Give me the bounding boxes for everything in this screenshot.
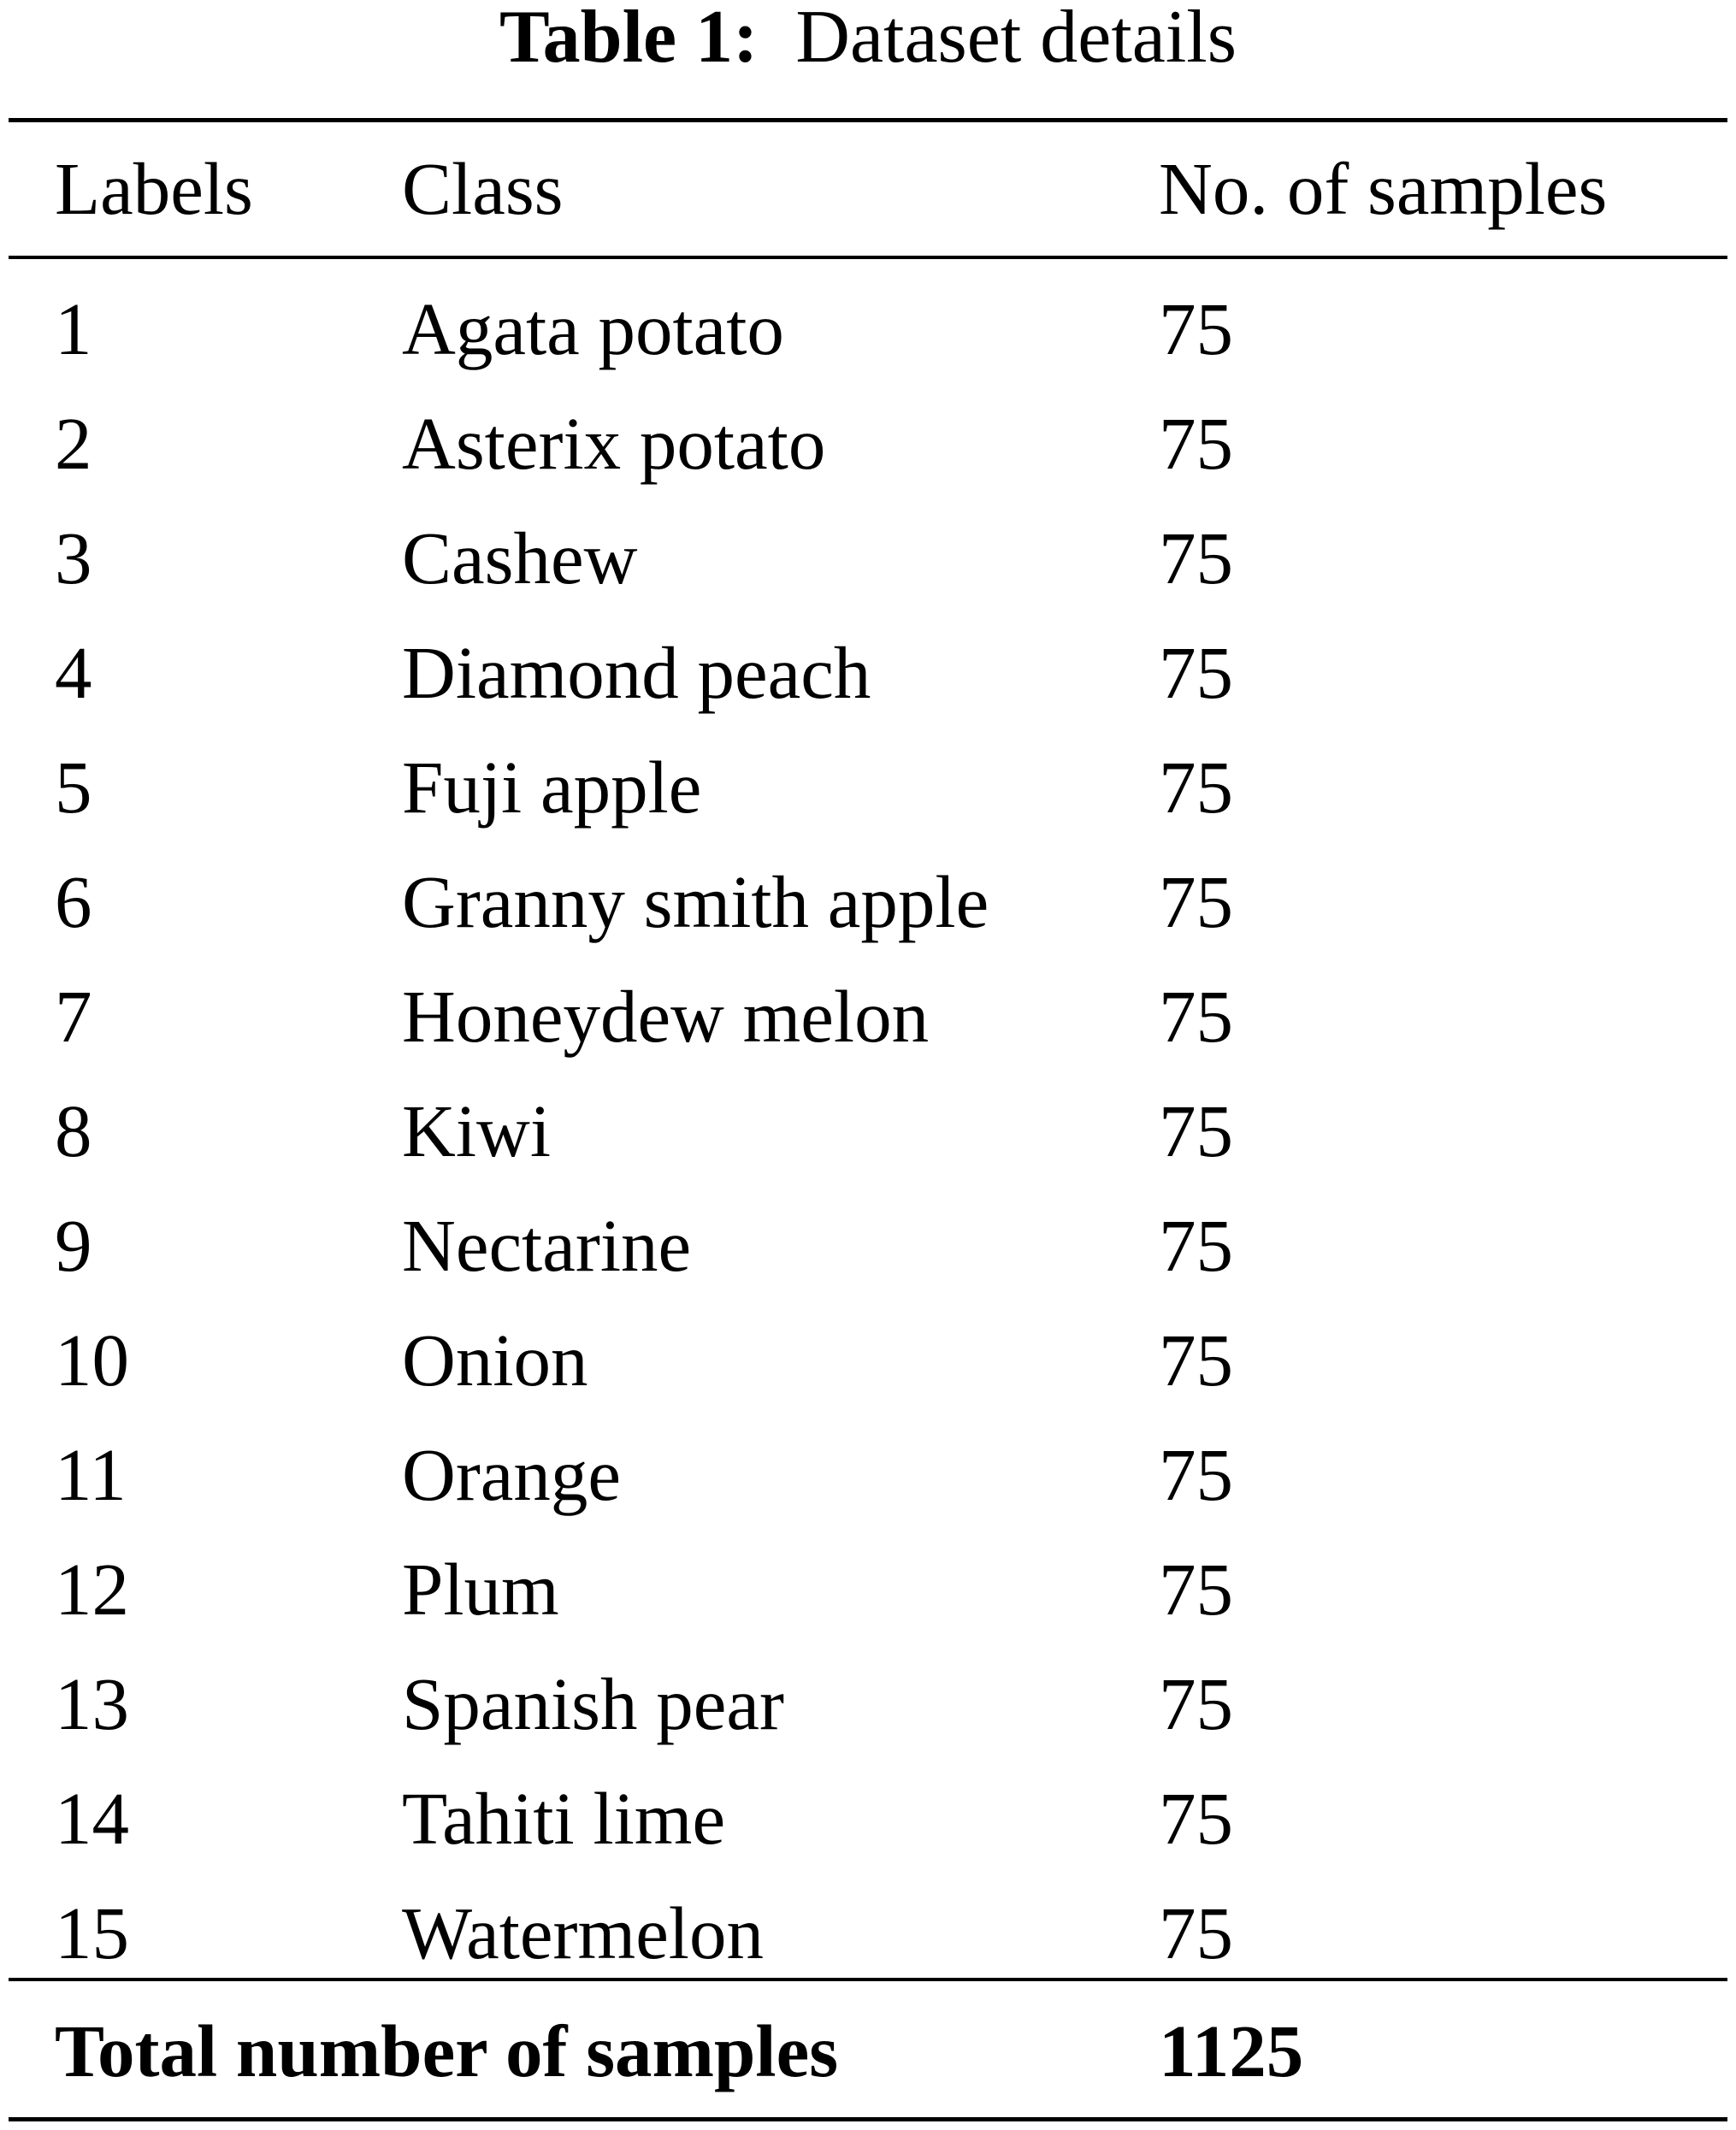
row-label: 9 — [55, 1204, 92, 1287]
row-label: 13 — [55, 1662, 129, 1745]
row-class: Honeydew melon — [402, 975, 930, 1058]
caption-title: Dataset details — [795, 0, 1237, 79]
row-samples: 75 — [1159, 1662, 1233, 1745]
row-samples: 75 — [1159, 1089, 1233, 1172]
row-class: Tahiti lime — [402, 1777, 726, 1860]
row-label: 5 — [55, 746, 92, 829]
row-label: 10 — [55, 1319, 129, 1401]
row-label: 12 — [55, 1548, 129, 1631]
row-samples: 75 — [1159, 287, 1233, 370]
row-class: Nectarine — [402, 1204, 692, 1287]
row-samples: 75 — [1159, 1548, 1233, 1631]
caption-label: Table 1: — [499, 0, 759, 79]
total-label: Total number of samples — [55, 2009, 839, 2092]
row-samples: 75 — [1159, 860, 1233, 943]
row-class: Granny smith apple — [402, 860, 989, 943]
caption-gap — [758, 0, 795, 79]
table-caption — [0, 0, 1736, 84]
row-samples: 75 — [1159, 1777, 1233, 1860]
row-label: 1 — [55, 287, 92, 370]
row-samples: 75 — [1159, 631, 1233, 714]
row-class: Asterix potato — [402, 402, 826, 485]
row-class: Orange — [402, 1433, 622, 1516]
row-samples: 75 — [1159, 1891, 1233, 1974]
row-label: 11 — [55, 1433, 127, 1516]
header-labels: Labels — [55, 147, 253, 230]
row-samples: 75 — [1159, 402, 1233, 485]
header-class: Class — [402, 147, 564, 230]
row-label: 6 — [55, 860, 92, 943]
row-class: Onion — [402, 1319, 588, 1401]
footer-rule — [9, 1978, 1727, 1981]
header-rule — [9, 256, 1727, 259]
row-label: 2 — [55, 402, 92, 485]
row-class: Kiwi — [402, 1089, 551, 1172]
row-class: Cashew — [402, 516, 638, 599]
row-class: Fuji apple — [402, 746, 702, 829]
row-label: 14 — [55, 1777, 129, 1860]
row-label: 8 — [55, 1089, 92, 1172]
row-samples: 75 — [1159, 1433, 1233, 1516]
row-class: Plum — [402, 1548, 559, 1631]
row-label: 3 — [55, 516, 92, 599]
row-class: Watermelon — [402, 1891, 764, 1974]
row-label: 7 — [55, 975, 92, 1058]
row-samples: 75 — [1159, 516, 1233, 599]
row-samples: 75 — [1159, 975, 1233, 1058]
row-label: 15 — [55, 1891, 129, 1974]
row-samples: 75 — [1159, 1204, 1233, 1287]
total-value: 1125 — [1159, 2009, 1304, 2092]
row-label: 4 — [55, 631, 92, 714]
header-samples: No. of samples — [1159, 147, 1608, 230]
row-class: Agata potato — [402, 287, 784, 370]
top-rule — [9, 118, 1727, 122]
row-class: Spanish pear — [402, 1662, 784, 1745]
row-samples: 75 — [1159, 1319, 1233, 1401]
row-samples: 75 — [1159, 746, 1233, 829]
row-class: Diamond peach — [402, 631, 871, 714]
bottom-rule — [9, 2117, 1727, 2121]
